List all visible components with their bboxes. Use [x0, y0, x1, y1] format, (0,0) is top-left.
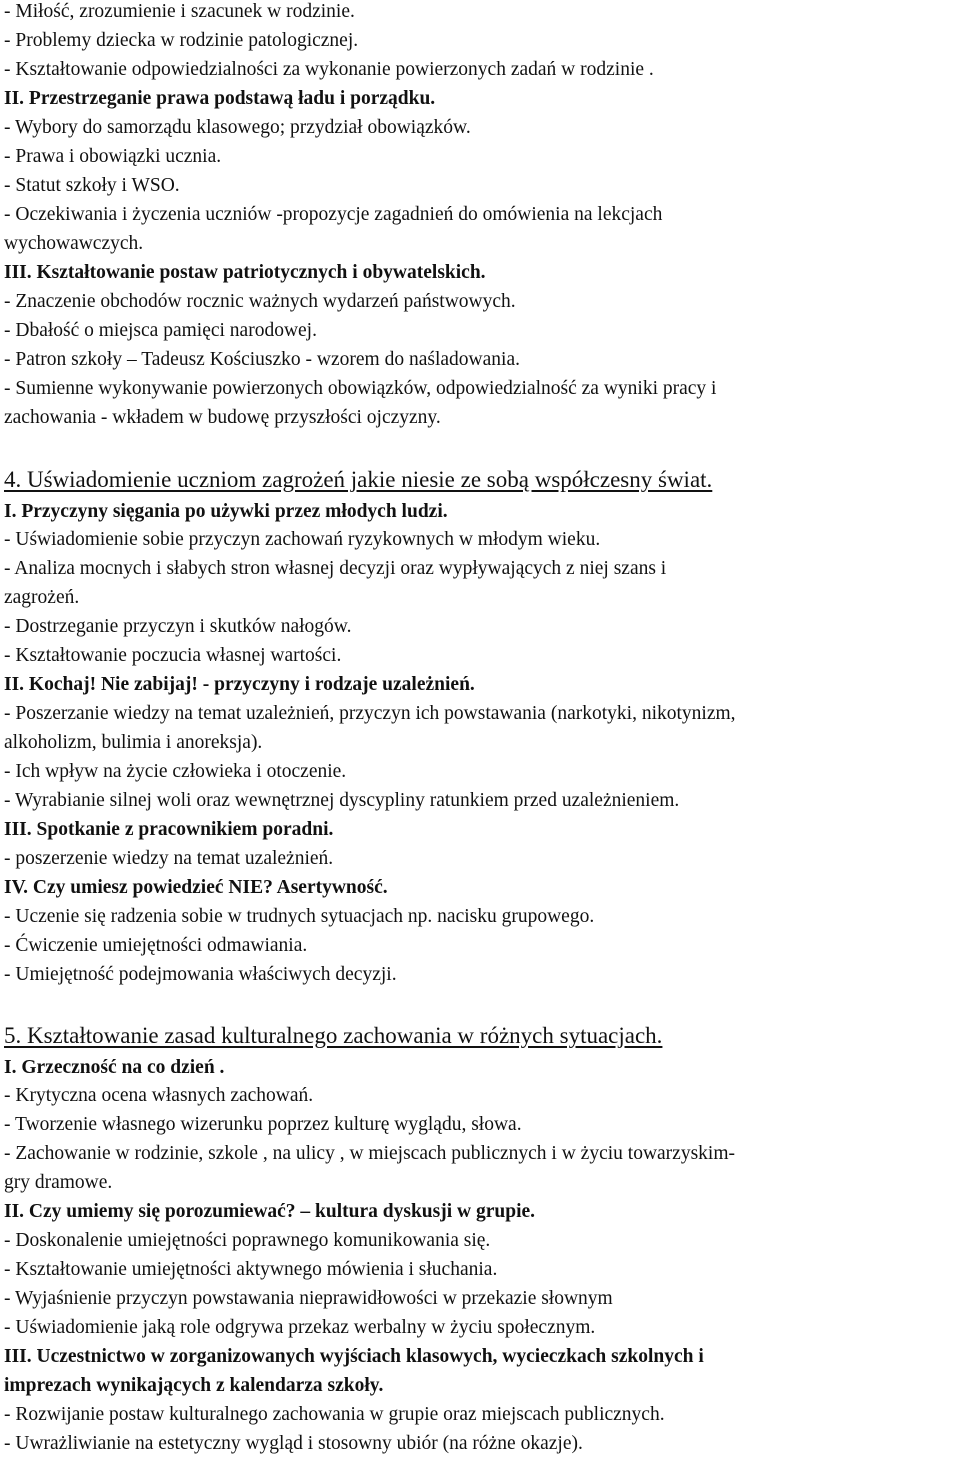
text-line: - Kształtowanie poczucia własnej wartości.: [4, 645, 342, 666]
text-line: - Ćwiczenie umiejętności odmawiania.: [4, 935, 308, 956]
text-line: - Statut szkoły i WSO.: [4, 175, 180, 196]
text-line: - poszerzenie wiedzy na temat uzależnień.: [4, 848, 334, 869]
text-line: zagrożeń.: [4, 587, 80, 608]
text-line: - Uwrażliwianie na estetyczny wygląd i stosowny ubiór (na różne okazje).: [4, 1433, 583, 1454]
text-line: - Uświadomienie jaką role odgrywa przekaz werbalny w życiu społecznym.: [4, 1317, 596, 1338]
text-line: - Miłość, zrozumienie i szacunek w rodzinie.: [4, 1, 355, 22]
text-line: - Analiza mocnych i słabych stron własnej decyzji oraz wypływających z niej szans i: [4, 558, 667, 579]
text-line: - Znaczenie obchodów rocznic ważnych wydarzeń państwowych.: [4, 291, 516, 312]
text-line: - Patron szkoły – Tadeusz Kościuszko - wzorem do naśladowania.: [4, 349, 520, 370]
subsection-title: II. Przestrzeganie prawa podstawą ładu i porządku.: [4, 88, 436, 109]
text-line: wychowawczych.: [4, 233, 144, 254]
section-heading: 4. Uświadomienie uczniom zagrożeń jakie niesie ze sobą współczesny świat.: [4, 467, 713, 492]
text-line: - Dbałość o miejsca pamięci narodowej.: [4, 320, 317, 341]
text-line: - Uświadomienie sobie przyczyn zachowań ryzykownych w młodym wieku.: [4, 529, 601, 550]
text-line: - Wybory do samorządu klasowego; przydział obowiązków.: [4, 117, 471, 138]
section-heading: 5. Kształtowanie zasad kulturalnego zachowania w różnych sytuacjach.: [4, 1023, 663, 1048]
text-line: - Kształtowanie odpowiedzialności za wykonanie powierzonych zadań w rodzinie .: [4, 59, 654, 80]
text-line: - Wyrabianie silnej woli oraz wewnętrznej dyscypliny ratunkiem przed uzależnieniem.: [4, 790, 680, 811]
text-line: alkoholizm, bulimia i anoreksja).: [4, 732, 263, 753]
text-line: - Krytyczna ocena własnych zachowań.: [4, 1085, 314, 1106]
subsection-title: I. Przyczyny sięgania po używki przez młodych ludzi.: [4, 501, 448, 522]
text-line: - Problemy dziecka w rodzinie patologicznej.: [4, 30, 359, 51]
text-line: - Oczekiwania i życzenia uczniów -propozycje zagadnień do omówienia na lekcjach: [4, 204, 663, 225]
text-line: - Tworzenie własnego wizerunku poprzez kulturę wyglądu, słowa.: [4, 1114, 522, 1135]
text-line: - Ich wpływ na życie człowieka i otoczenie.: [4, 761, 347, 782]
subsection-title: III. Uczestnictwo w zorganizowanych wyjściach klasowych, wycieczkach szkolnych i: [4, 1346, 704, 1367]
subsection-title: III. Spotkanie z pracownikiem poradni.: [4, 819, 334, 840]
subsection-title: II. Kochaj! Nie zabijaj! - przyczyny i rodzaje uzależnień.: [4, 674, 475, 695]
text-line: - Wyjaśnienie przyczyn powstawania nieprawidłowości w przekazie słownym: [4, 1288, 613, 1309]
text-line: - Zachowanie w rodzinie, szkole , na ulicy , w miejscach publicznych i w życiu towarzyskim-: [4, 1143, 736, 1164]
text-line: - Doskonalenie umiejętności poprawnego komunikowania się.: [4, 1230, 491, 1251]
subsection-title: I. Grzeczność na co dzień .: [4, 1057, 225, 1078]
subsection-title: II. Czy umiemy się porozumiewać? – kultura dyskusji w grupie.: [4, 1201, 536, 1222]
text-line: - Poszerzanie wiedzy na temat uzależnień, przyczyn ich powstawania (narkotyki, nikotynizm,: [4, 703, 736, 724]
text-line: gry dramowe.: [4, 1172, 113, 1193]
text-line: - Dostrzeganie przyczyn i skutków nałogów.: [4, 616, 352, 637]
text-line: - Sumienne wykonywanie powierzonych obowiązków, odpowiedzialność za wyniki pracy i: [4, 378, 717, 399]
subsection-title: III. Kształtowanie postaw patriotycznych i obywatelskich.: [4, 262, 486, 283]
subsection-title: imprezach wynikających z kalendarza szkoły.: [4, 1375, 384, 1396]
subsection-title: IV. Czy umiesz powiedzieć NIE? Asertywność.: [4, 877, 388, 898]
text-line: - Kształtowanie umiejętności aktywnego mówienia i słuchania.: [4, 1259, 498, 1280]
text-line: - Rozwijanie postaw kulturalnego zachowania w grupie oraz miejscach publicznych.: [4, 1404, 665, 1425]
text-line: zachowania - wkładem w budowę przyszłości ojczyzny.: [4, 407, 441, 428]
text-line: - Uczenie się radzenia sobie w trudnych sytuacjach np. nacisku grupowego.: [4, 906, 595, 927]
text-line: - Umiejętność podejmowania właściwych decyzji.: [4, 964, 397, 985]
text-line: - Prawa i obowiązki ucznia.: [4, 146, 222, 167]
